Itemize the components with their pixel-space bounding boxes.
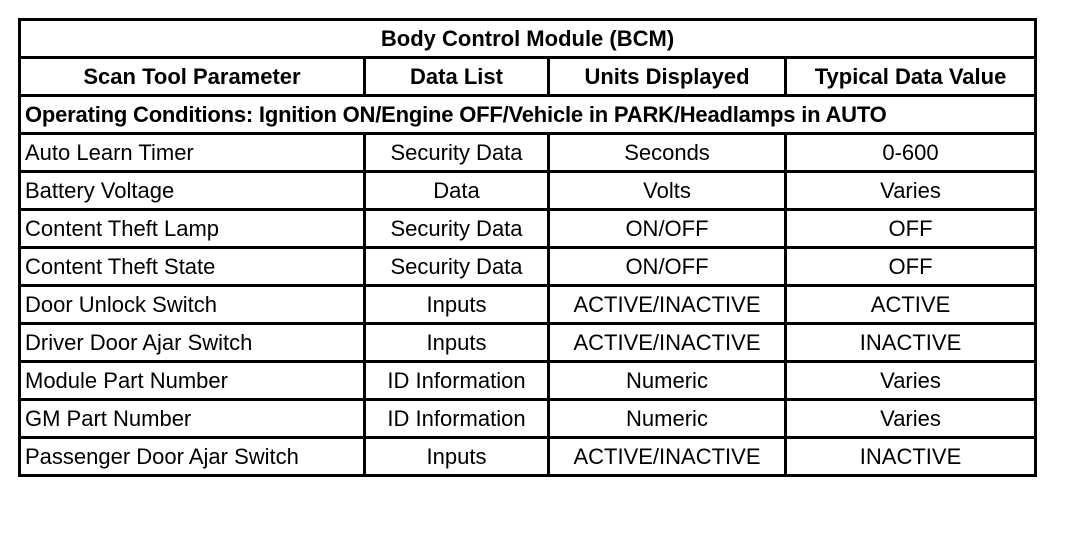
table-row xyxy=(20,286,1036,324)
typical-value-cell: 0-600 xyxy=(786,134,1036,172)
units-cell: Numeric xyxy=(549,400,786,438)
typical-value-cell: Varies xyxy=(786,400,1036,438)
units-cell: ON/OFF xyxy=(549,248,786,286)
data-list-cell: Security Data xyxy=(365,248,549,286)
parameter-cell: GM Part Number xyxy=(20,400,365,438)
data-list-cell: Data xyxy=(365,172,549,210)
table-row xyxy=(20,362,1036,400)
typical-value-cell: INACTIVE xyxy=(786,324,1036,362)
typical-value-cell: Varies xyxy=(786,362,1036,400)
table-title: Body Control Module (BCM) xyxy=(20,20,1036,58)
parameter-cell: Battery Voltage xyxy=(20,172,365,210)
column-header-data-list: Data List xyxy=(365,58,549,96)
units-cell: ON/OFF xyxy=(549,210,786,248)
data-list-cell: Inputs xyxy=(365,324,549,362)
table-row xyxy=(20,248,1036,286)
column-header-typical-value: Typical Data Value xyxy=(786,58,1036,96)
data-list-cell: Inputs xyxy=(365,286,549,324)
units-cell: ACTIVE/INACTIVE xyxy=(549,286,786,324)
conditions-row xyxy=(20,96,1036,134)
parameter-cell: Driver Door Ajar Switch xyxy=(20,324,365,362)
table-row xyxy=(20,438,1036,476)
units-cell: Numeric xyxy=(549,362,786,400)
table-body xyxy=(20,20,1036,476)
units-cell: Seconds xyxy=(549,134,786,172)
typical-value-cell: OFF xyxy=(786,210,1036,248)
column-header-units: Units Displayed xyxy=(549,58,786,96)
data-list-cell: Security Data xyxy=(365,210,549,248)
data-list-cell: Security Data xyxy=(365,134,549,172)
typical-value-cell: OFF xyxy=(786,248,1036,286)
data-list-cell: Inputs xyxy=(365,438,549,476)
typical-value-cell: Varies xyxy=(786,172,1036,210)
typical-value-cell: ACTIVE xyxy=(786,286,1036,324)
parameter-cell: Passenger Door Ajar Switch xyxy=(20,438,365,476)
typical-value-cell: INACTIVE xyxy=(786,438,1036,476)
table-row xyxy=(20,210,1036,248)
bcm-data-table xyxy=(18,18,1037,477)
table-row xyxy=(20,172,1036,210)
parameter-cell: Content Theft State xyxy=(20,248,365,286)
parameter-cell: Auto Learn Timer xyxy=(20,134,365,172)
table-row xyxy=(20,134,1036,172)
parameter-cell: Content Theft Lamp xyxy=(20,210,365,248)
header-row xyxy=(20,58,1036,96)
operating-conditions: Operating Conditions: Ignition ON/Engine OFF/Vehicle in PARK/Headlamps in AUTO xyxy=(20,96,1036,134)
column-header-parameter: Scan Tool Parameter xyxy=(20,58,365,96)
units-cell: ACTIVE/INACTIVE xyxy=(549,438,786,476)
data-list-cell: ID Information xyxy=(365,362,549,400)
units-cell: ACTIVE/INACTIVE xyxy=(549,324,786,362)
table-row xyxy=(20,400,1036,438)
data-list-cell: ID Information xyxy=(365,400,549,438)
table-row xyxy=(20,324,1036,362)
title-row xyxy=(20,20,1036,58)
parameter-cell: Module Part Number xyxy=(20,362,365,400)
units-cell: Volts xyxy=(549,172,786,210)
parameter-cell: Door Unlock Switch xyxy=(20,286,365,324)
